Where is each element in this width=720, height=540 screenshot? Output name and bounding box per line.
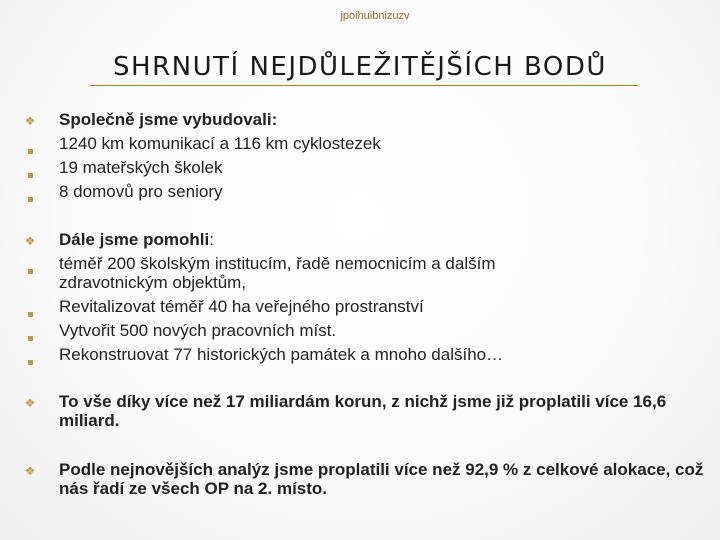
square-bullet-icon	[20, 141, 40, 159]
square-bullet-icon	[20, 165, 40, 183]
square-bullet-icon	[20, 304, 40, 322]
funding-text: To vše díky více než 17 miliardám korun, z nichž jsme již proplatili více 16,6 miliard.	[59, 392, 667, 430]
built-item: 19 mateřských školek	[59, 158, 223, 177]
square-bullet-icon	[20, 352, 40, 370]
square-bullet-icon	[20, 261, 40, 279]
square-bullet-icon	[20, 189, 40, 207]
diamond-bullet-icon: ❖	[24, 464, 36, 478]
header-tag: jpoihuibnizuzv	[340, 10, 410, 22]
diamond-bullet-icon: ❖	[24, 114, 36, 128]
slide-title: SHRNUTÍ NEJDŮLEŽITĚJŠÍCH BODŮ	[113, 52, 607, 82]
diamond-bullet-icon: ❖	[24, 396, 36, 410]
helped-heading-colon: :	[209, 230, 214, 249]
built-item: 1240 km komunikací a 116 km cyklostezek	[59, 134, 381, 153]
helped-item: Rekonstruovat 77 historických památek a mnoho dalšího…	[59, 345, 504, 364]
square-bullet-icon	[20, 328, 40, 346]
helped-heading-bold: Dále jsme pomohli	[59, 230, 210, 249]
ranking-text: Podle nejnovějších analýz jsme proplatili více než 92,9 % z celkové alokace, což nás řadí ze všech OP na 2. místo.	[59, 460, 704, 498]
helped-heading	[59, 230, 699, 250]
built-item: 8 domovů pro seniory	[59, 182, 223, 201]
helped-item: Revitalizovat téměř 40 ha veřejného prostranství	[59, 297, 424, 316]
helped-item: téměř 200 školským institucím, řadě nemocnicím a dalším zdravotnickým objektům,	[59, 254, 496, 292]
title-underline	[90, 85, 638, 86]
built-heading: Společně jsme vybudovali:	[59, 110, 278, 129]
helped-item: Vytvořit 500 nových pracovních míst.	[59, 321, 337, 340]
diamond-bullet-icon: ❖	[24, 234, 36, 248]
